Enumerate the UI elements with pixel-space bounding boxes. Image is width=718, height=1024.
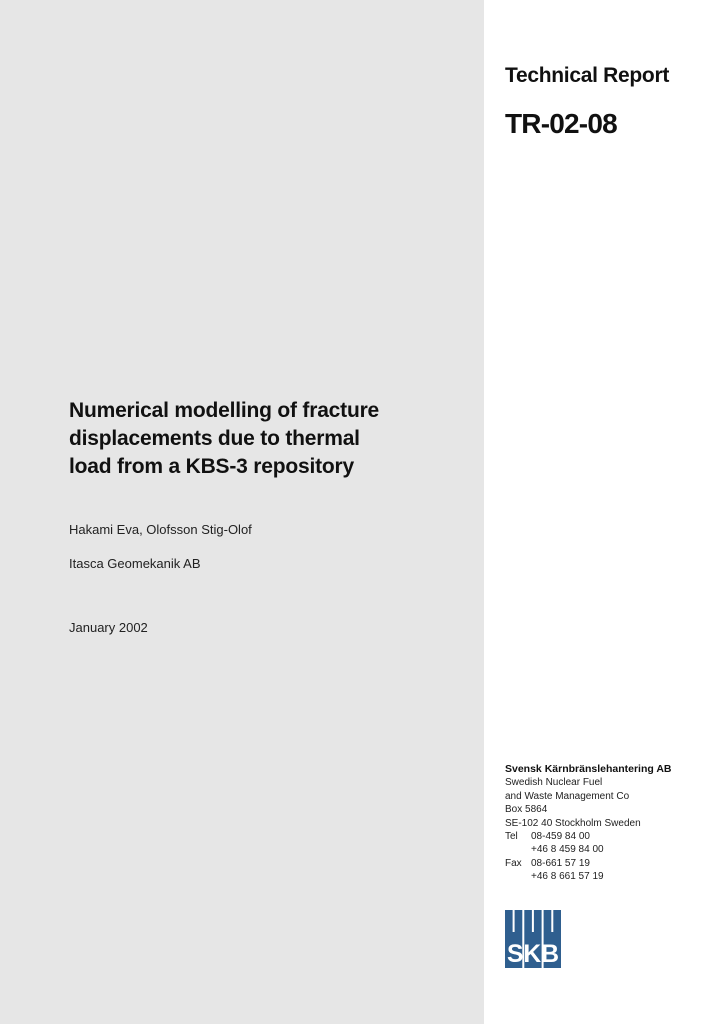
fax-number-domestic: 08-661 57 19 — [531, 857, 590, 869]
report-title-line: displacements due to thermal — [69, 427, 360, 450]
publisher-name: Svensk Kärnbränslehantering AB — [505, 763, 672, 775]
fax-number-international: +46 8 661 57 19 — [531, 871, 604, 883]
logo-text: SKB — [507, 940, 559, 968]
tel-label: Tel — [505, 831, 518, 843]
logo-notch — [513, 910, 515, 932]
authors: Hakami Eva, Olofsson Stig-Olof — [69, 522, 252, 537]
skb-logo-mark — [505, 910, 561, 968]
publisher-box: Box 5864 — [505, 804, 548, 816]
report-title-line: load from a KBS-3 repository — [69, 455, 354, 478]
publisher-english-name: Swedish Nuclear Fuel — [505, 777, 603, 789]
tel-number-international: +46 8 459 84 00 — [531, 844, 604, 856]
logo-notch — [532, 910, 534, 932]
skb-logo — [505, 910, 561, 968]
logo-notch — [551, 910, 553, 932]
publisher-contact-block — [505, 763, 705, 884]
fax-label: Fax — [505, 857, 522, 869]
tel-number-domestic: 08-459 84 00 — [531, 831, 590, 843]
report-title-line: Numerical modelling of fracture — [69, 399, 380, 422]
report-number: TR-02-08 — [505, 108, 617, 139]
report-title — [69, 397, 469, 481]
affiliation: Itasca Geomekanik AB — [69, 556, 201, 571]
publisher-address: SE-102 40 Stockholm Sweden — [505, 817, 641, 829]
publisher-fax — [505, 857, 705, 870]
publisher-tel-intl — [505, 843, 705, 856]
publisher-tel — [505, 830, 705, 843]
report-type-label: Technical Report — [505, 64, 670, 87]
publisher-fax-intl — [505, 870, 705, 883]
publisher-english-name: and Waste Management Co — [505, 790, 630, 802]
publication-date: January 2002 — [69, 620, 148, 635]
